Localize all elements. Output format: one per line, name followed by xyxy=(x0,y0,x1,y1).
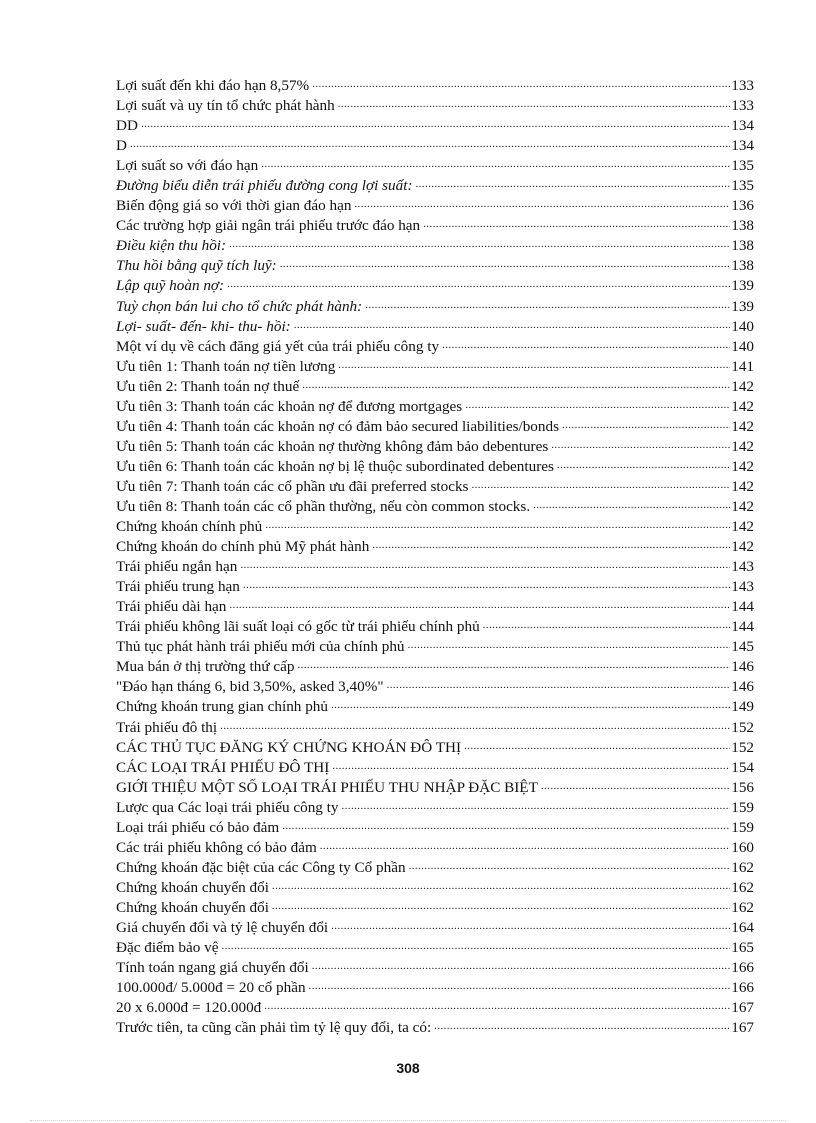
toc-entry-title: 20 x 6.000đ = 120.000đ xyxy=(116,999,262,1017)
dot-leader xyxy=(130,136,730,150)
toc-entry-page: 143 xyxy=(731,558,754,576)
toc-entry-page: 142 xyxy=(731,538,754,556)
toc-entry[interactable] xyxy=(116,918,754,938)
toc-entry-page: 142 xyxy=(731,497,754,515)
dot-leader xyxy=(533,497,730,511)
dot-leader xyxy=(342,798,731,812)
dot-leader xyxy=(320,838,730,852)
toc-entry[interactable] xyxy=(116,557,754,577)
toc-entry-page: 133 xyxy=(731,97,754,115)
toc-entry[interactable] xyxy=(116,978,754,998)
toc-entry-page: 138 xyxy=(731,217,754,235)
toc-entry[interactable] xyxy=(116,517,754,537)
toc-entry-title: Ưu tiên 2: Thanh toán nợ thuế xyxy=(116,377,300,395)
toc-entry-page: 145 xyxy=(731,638,754,656)
dot-leader xyxy=(264,998,730,1012)
toc-entry[interactable] xyxy=(116,537,754,557)
toc-entry-title: Chứng khoán do chính phủ Mỹ phát hành xyxy=(116,538,370,556)
toc-entry-page: 141 xyxy=(731,357,754,375)
toc-entry-page: 142 xyxy=(731,417,754,435)
toc-entry-page: 139 xyxy=(731,277,754,295)
toc-entry-page: 133 xyxy=(731,77,754,94)
dot-leader xyxy=(220,718,730,732)
toc-entry[interactable] xyxy=(116,617,754,637)
dot-leader xyxy=(372,537,730,551)
dot-leader xyxy=(141,116,730,130)
dot-leader xyxy=(312,76,730,90)
toc-entry-title: Các trường hợp giải ngân trái phiếu trước đáo hạn xyxy=(116,217,421,235)
toc-entry-page: 142 xyxy=(731,377,754,395)
dot-leader xyxy=(309,978,731,992)
dot-leader xyxy=(354,196,730,210)
page-number: 308 xyxy=(396,1060,420,1076)
dot-leader xyxy=(387,677,731,691)
toc-entry-page: 142 xyxy=(731,477,754,495)
toc-entry-page: 159 xyxy=(731,818,754,836)
toc-entry-page: 139 xyxy=(731,297,754,315)
dot-leader xyxy=(471,477,730,491)
toc-entry-title: Trái phiếu ngắn hạn xyxy=(116,558,238,576)
toc-entry-title: Tính toán ngang giá chuyển đổi xyxy=(116,959,309,977)
toc-entry[interactable] xyxy=(116,176,754,196)
dot-leader xyxy=(409,858,731,872)
toc-entry-page: 134 xyxy=(731,117,754,135)
toc-entry[interactable] xyxy=(116,577,754,597)
toc-entry[interactable] xyxy=(116,878,754,898)
toc-entry[interactable] xyxy=(116,938,754,958)
toc-entry-title: Trái phiếu đô thị xyxy=(116,718,218,736)
toc-entry-page: 166 xyxy=(731,959,754,977)
toc-entry[interactable] xyxy=(116,497,754,517)
toc-entry[interactable] xyxy=(116,116,754,136)
toc-entry-page: 138 xyxy=(731,237,754,255)
table-of-contents xyxy=(116,76,754,1038)
toc-entry-page: 146 xyxy=(731,658,754,676)
toc-entry[interactable] xyxy=(116,377,754,397)
toc-entry[interactable] xyxy=(116,637,754,657)
dot-leader xyxy=(229,597,730,611)
toc-entry[interactable] xyxy=(116,397,754,417)
toc-entry-title: Lợi- suất- đến- khi- thu- hồi: xyxy=(116,317,291,335)
dot-leader xyxy=(416,176,731,190)
dot-leader xyxy=(229,236,730,250)
toc-entry-page: 142 xyxy=(731,457,754,475)
toc-entry[interactable] xyxy=(116,958,754,978)
toc-entry[interactable] xyxy=(116,1018,754,1038)
toc-entry[interactable] xyxy=(116,417,754,437)
dot-leader xyxy=(338,96,731,110)
dot-leader xyxy=(240,557,730,571)
toc-entry-page: 144 xyxy=(731,618,754,636)
toc-entry-title: Đặc điểm bảo vệ xyxy=(116,939,219,957)
toc-entry-page: 162 xyxy=(731,878,754,896)
toc-entry[interactable] xyxy=(116,437,754,457)
dot-leader xyxy=(297,657,730,671)
toc-entry[interactable] xyxy=(116,738,754,758)
toc-entry-title: Loại trái phiếu có bảo đảm xyxy=(116,818,280,836)
dot-leader xyxy=(338,357,730,371)
page-bottom-divider xyxy=(30,1120,786,1121)
toc-entry[interactable] xyxy=(116,718,754,738)
toc-entry-title: Ưu tiên 7: Thanh toán các cổ phần ưu đãi preferred stocks xyxy=(116,477,469,495)
toc-entry-page: 167 xyxy=(731,999,754,1017)
toc-entry-title: Thu hồi bằng quỹ tích luỹ: xyxy=(116,257,277,275)
toc-entry-title: CÁC THỦ TỤC ĐĂNG KÝ CHỨNG KHOÁN ĐÔ THỊ xyxy=(116,738,462,756)
dot-leader xyxy=(312,958,730,972)
toc-entry-title: Lợi suất đến khi đáo hạn 8,57% xyxy=(116,77,310,94)
toc-entry[interactable] xyxy=(116,236,754,256)
dot-leader xyxy=(331,918,730,932)
toc-entry-title: Một ví dụ về cách đăng giá yết của trái phiếu công ty xyxy=(116,337,440,355)
dot-leader xyxy=(408,637,731,651)
toc-entry-title: Lập quỹ hoàn nợ: xyxy=(116,277,225,295)
dot-leader xyxy=(465,397,730,411)
toc-entry-title: Chứng khoán trung gian chính phủ xyxy=(116,698,328,716)
toc-entry-page: 140 xyxy=(731,317,754,335)
toc-entry-title: Trước tiên, ta cũng cần phải tìm tỷ lệ quy đổi, ta có: xyxy=(116,1019,432,1037)
toc-entry[interactable] xyxy=(116,76,754,96)
toc-entry[interactable] xyxy=(116,818,754,838)
toc-entry-page: 140 xyxy=(731,337,754,355)
toc-entry-page: 167 xyxy=(731,1019,754,1037)
dot-leader xyxy=(265,517,730,531)
dot-leader xyxy=(365,297,730,311)
toc-entry-title: Lợi suất và uy tín tổ chức phát hành xyxy=(116,97,335,115)
toc-entry-page: 134 xyxy=(731,137,754,155)
toc-entry[interactable] xyxy=(116,758,754,778)
toc-entry-page: 138 xyxy=(731,257,754,275)
toc-entry-page: 162 xyxy=(731,858,754,876)
toc-entry[interactable] xyxy=(116,677,754,697)
toc-entry-page: 142 xyxy=(731,437,754,455)
toc-entry-title: Điều kiện thu hồi: xyxy=(116,237,227,255)
toc-entry-title: Ưu tiên 3: Thanh toán các khoản nợ để đương mortgages xyxy=(116,397,463,415)
toc-entry[interactable] xyxy=(116,357,754,377)
toc-entry-title: Trái phiếu dài hạn xyxy=(116,598,227,616)
toc-entry-page: 152 xyxy=(731,738,754,756)
dot-leader xyxy=(332,758,730,772)
toc-entry-page: 162 xyxy=(731,898,754,916)
toc-entry-title: Chứng khoán chuyển đổi xyxy=(116,898,269,916)
toc-entry[interactable] xyxy=(116,778,754,798)
toc-entry[interactable] xyxy=(116,297,754,317)
toc-entry-title: Trái phiếu không lãi suất loại có gốc từ trái phiếu chính phủ xyxy=(116,618,480,636)
dot-leader xyxy=(562,417,730,431)
dot-leader xyxy=(557,457,730,471)
toc-entry-title: D xyxy=(116,137,127,155)
toc-entry-page: 146 xyxy=(731,678,754,696)
toc-entry[interactable] xyxy=(116,998,754,1018)
toc-entry-title: Ưu tiên 1: Thanh toán nợ tiền lương xyxy=(116,357,336,375)
dot-leader xyxy=(302,377,730,391)
dot-leader xyxy=(464,738,730,752)
toc-entry[interactable] xyxy=(116,898,754,918)
toc-entry[interactable] xyxy=(116,96,754,116)
toc-entry-title: DD xyxy=(116,117,138,135)
toc-entry[interactable] xyxy=(116,597,754,617)
toc-entry-page: 164 xyxy=(731,918,754,936)
dot-leader xyxy=(227,276,730,290)
toc-entry-title: Lược qua Các loại trái phiếu công ty xyxy=(116,798,339,816)
toc-entry[interactable] xyxy=(116,196,754,216)
toc-entry[interactable] xyxy=(116,798,754,818)
dot-leader xyxy=(282,818,730,832)
dot-leader xyxy=(221,938,730,952)
toc-entry-page: 165 xyxy=(731,939,754,957)
dot-leader xyxy=(243,577,730,591)
dot-leader xyxy=(331,697,730,711)
toc-entry-title: Lợi suất so với đáo hạn xyxy=(116,157,259,175)
dot-leader xyxy=(483,617,731,631)
toc-entry[interactable] xyxy=(116,216,754,236)
toc-entry-page: 142 xyxy=(731,397,754,415)
toc-entry[interactable] xyxy=(116,697,754,717)
toc-entry[interactable] xyxy=(116,657,754,677)
toc-entry-page: 149 xyxy=(731,698,754,716)
toc-entry-title: Mua bán ở thị trường thứ cấp xyxy=(116,658,295,676)
toc-entry-page: 135 xyxy=(731,177,754,195)
toc-entry-title: CÁC LOẠI TRÁI PHIẾU ĐÔ THỊ xyxy=(116,758,330,776)
toc-entry-page: 143 xyxy=(731,578,754,596)
toc-entry[interactable] xyxy=(116,317,754,337)
toc-entry[interactable] xyxy=(116,156,754,176)
toc-entry-title: Thủ tục phát hành trái phiếu mới của chính phủ xyxy=(116,638,405,656)
toc-entry-title: "Đáo hạn tháng 6, bid 3,50%, asked 3,40%" xyxy=(116,678,384,696)
toc-entry-page: 135 xyxy=(731,157,754,175)
toc-entry-title: Chứng khoán đặc biệt của các Công ty Cổ phần xyxy=(116,858,406,876)
toc-entry-page: 156 xyxy=(731,778,754,796)
dot-leader xyxy=(272,878,730,892)
toc-entry-title: Ưu tiên 8: Thanh toán các cổ phần thường, nếu còn common stocks. xyxy=(116,497,531,515)
toc-entry-title: Biến động giá so với thời gian đáo hạn xyxy=(116,197,352,215)
toc-entry-page: 142 xyxy=(731,518,754,536)
toc-entry-title: Ưu tiên 4: Thanh toán các khoản nợ có đảm bảo secured liabilities/bonds xyxy=(116,417,559,435)
toc-entry[interactable] xyxy=(116,276,754,296)
toc-entry-page: 154 xyxy=(731,758,754,776)
toc-entry[interactable] xyxy=(116,838,754,858)
toc-entry-title: Đường biểu diễn trái phiếu đường cong lợi suất: xyxy=(116,177,413,195)
dot-leader xyxy=(434,1018,730,1032)
toc-entry[interactable] xyxy=(116,477,754,497)
toc-entry[interactable] xyxy=(116,457,754,477)
toc-entry-page: 144 xyxy=(731,598,754,616)
dot-leader xyxy=(294,317,731,331)
dot-leader xyxy=(272,898,730,912)
toc-entry[interactable] xyxy=(116,256,754,276)
dot-leader xyxy=(261,156,730,170)
toc-entry[interactable] xyxy=(116,858,754,878)
dot-leader xyxy=(551,437,730,451)
toc-entry-page: 136 xyxy=(731,197,754,215)
toc-entry-title: Chứng khoán chuyển đổi xyxy=(116,878,269,896)
toc-entry-title: Ưu tiên 6: Thanh toán các khoản nợ bị lệ thuộc subordinated debentures xyxy=(116,457,554,475)
toc-entry-page: 159 xyxy=(731,798,754,816)
toc-entry-title: Giá chuyển đổi và tỷ lệ chuyển đổi xyxy=(116,918,329,936)
toc-entry-title: GIỚI THIỆU MỘT SỐ LOẠI TRÁI PHIẾU THU NHẬP ĐẶC BIỆT xyxy=(116,778,538,796)
toc-entry-page: 152 xyxy=(731,718,754,736)
toc-entry[interactable] xyxy=(116,337,754,357)
dot-leader xyxy=(423,216,730,230)
toc-entry-title: Tuỳ chọn bán lui cho tổ chức phát hành: xyxy=(116,297,363,315)
toc-entry-title: Trái phiếu trung hạn xyxy=(116,578,240,596)
toc-entry-title: 100.000đ/ 5.000đ = 20 cổ phần xyxy=(116,979,306,997)
dot-leader xyxy=(541,778,730,792)
toc-entry[interactable] xyxy=(116,136,754,156)
toc-entry-title: Chứng khoán chính phủ xyxy=(116,518,263,536)
dot-leader xyxy=(442,337,730,351)
dot-leader xyxy=(280,256,731,270)
toc-entry-title: Các trái phiếu không có bảo đảm xyxy=(116,838,317,856)
toc-entry-page: 160 xyxy=(731,838,754,856)
toc-entry-title: Ưu tiên 5: Thanh toán các khoản nợ thường không đảm bảo debentures xyxy=(116,437,549,455)
toc-entry-page: 166 xyxy=(731,979,754,997)
